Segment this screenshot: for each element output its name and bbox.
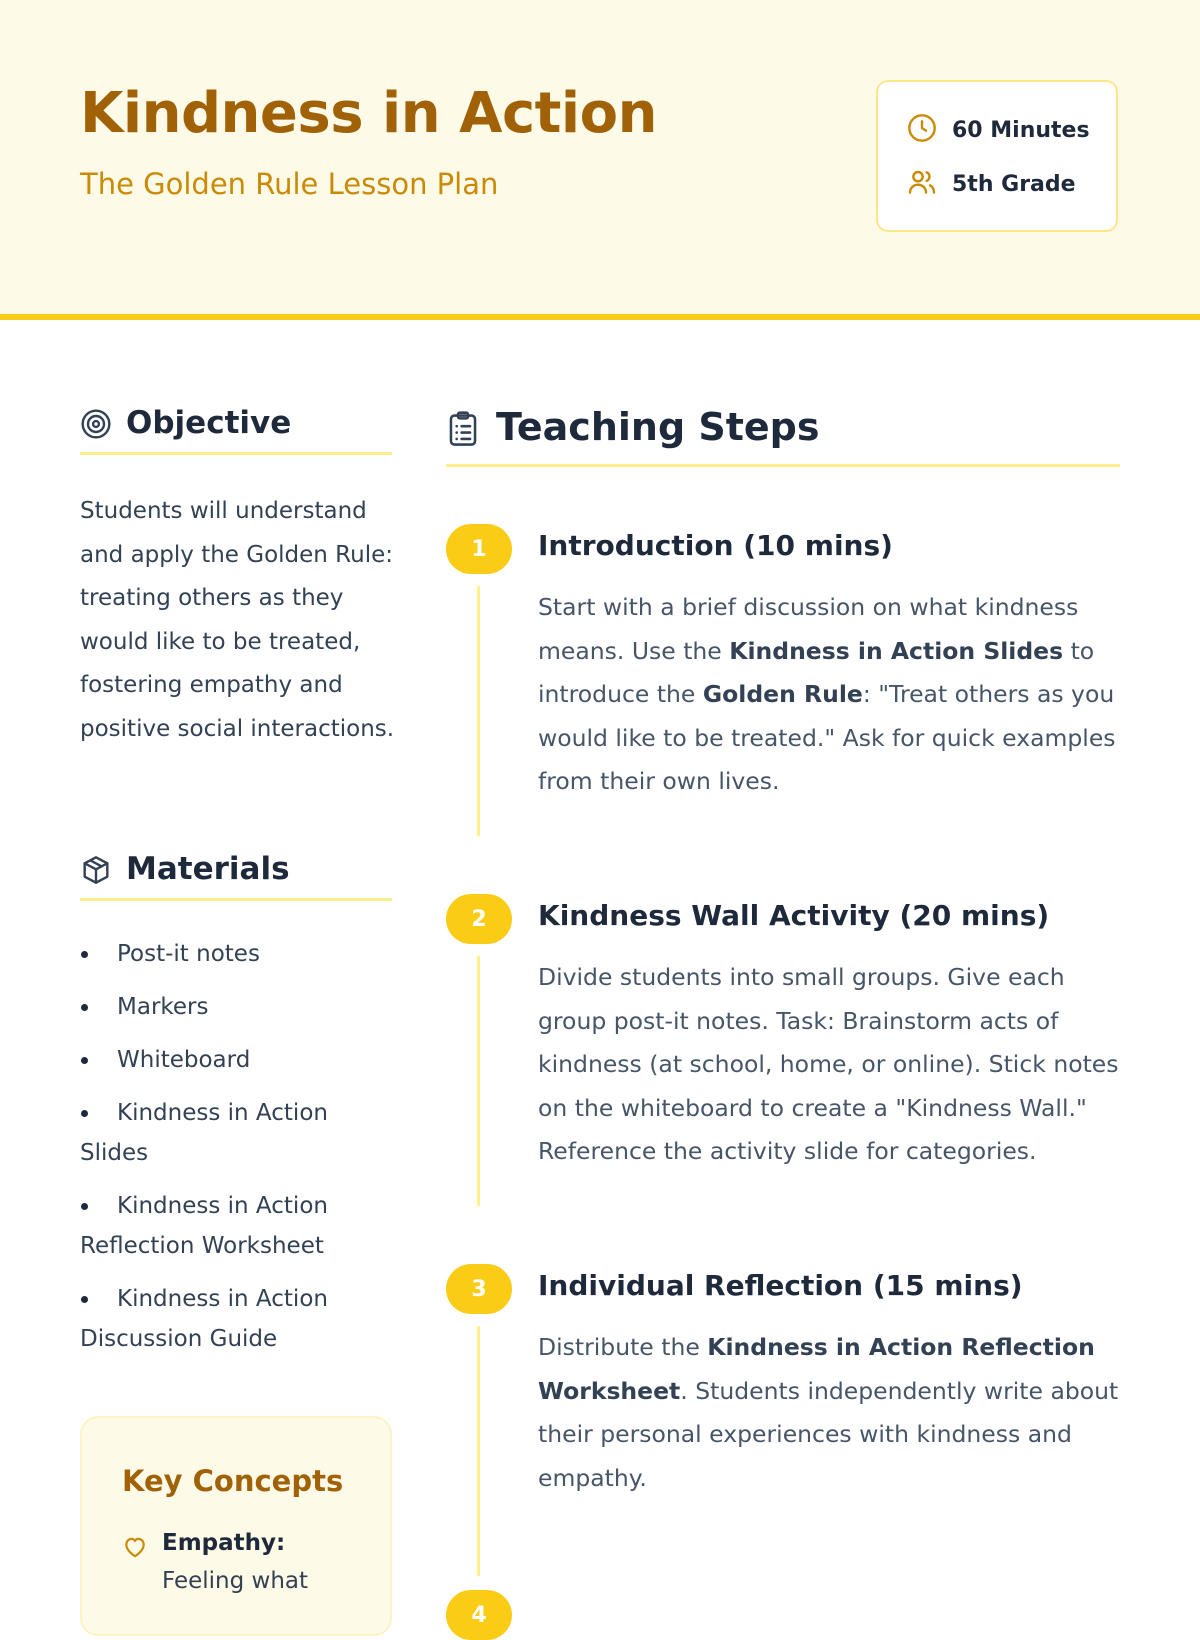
step-connector	[477, 956, 480, 1206]
key-concepts-card	[80, 1416, 392, 1636]
step-title: Kindness Wall Activity (20 mins)	[538, 899, 1050, 932]
step-number-badge: 3	[446, 1264, 512, 1314]
clock-icon	[906, 112, 938, 148]
target-icon	[80, 404, 112, 444]
duration-row	[906, 112, 1090, 148]
concept-definition: Feeling what	[162, 1568, 309, 1594]
users-icon	[906, 166, 938, 202]
teaching-steps-heading-label: Teaching Steps	[496, 405, 820, 449]
lesson-meta-card	[876, 80, 1118, 232]
grade-row	[906, 166, 1076, 202]
step-connector	[477, 1326, 480, 1576]
key-concepts-title: Key Concepts	[122, 1464, 344, 1498]
step-description: Start with a brief discussion on what kindness means. Use the Kindness in Action Slides to introduce the Golden Rule: "Treat others as you would like to be treated." Ask for quick examples from their own lives.	[538, 593, 1116, 795]
page-subtitle: The Golden Rule Lesson Plan	[80, 167, 499, 201]
concept-term: Empathy:	[162, 1530, 286, 1556]
list-item: Kindness in Action Discussion Guide	[80, 1279, 396, 1359]
step-connector	[477, 586, 480, 836]
step-title: Individual Reflection (15 mins)	[538, 1269, 1023, 1302]
header	[0, 0, 1200, 314]
header-divider	[0, 314, 1200, 320]
objective-text: Students will understand and apply the Golden Rule: treating others as they would like to be treated, fostering empathy and positive social interactions.	[80, 498, 395, 742]
objective-heading	[80, 404, 392, 455]
step-number-badge: 1	[446, 524, 512, 574]
clipboard-icon	[446, 404, 480, 452]
list-item: Kindness in Action Reflection Worksheet	[80, 1186, 396, 1266]
grade-label: 5th Grade	[952, 171, 1076, 197]
materials-heading	[80, 850, 392, 901]
list-item: Kindness in Action Slides	[80, 1093, 396, 1173]
materials-list	[80, 934, 396, 1372]
step-description: Distribute the Kindness in Action Reflection Worksheet. Students independently write about their personal experiences with kindness and empathy.	[538, 1333, 1119, 1492]
box-icon	[80, 850, 112, 890]
objective-heading-label: Objective	[126, 405, 292, 441]
list-item: Whiteboard	[80, 1040, 396, 1080]
step-description: Divide students into small groups. Give each group post-it notes. Task: Brainstorm acts of kindness (at school, home, or online). Stick notes on the whiteboard to create a "Kindness Wall." Reference the activity slide for categories.	[538, 963, 1119, 1165]
page-title: Kindness in Action	[80, 81, 657, 146]
step-title: Introduction (10 mins)	[538, 529, 893, 562]
list-item: Post-it notes	[80, 934, 396, 974]
step-number-badge: 4	[446, 1590, 512, 1640]
list-item: Markers	[80, 987, 396, 1027]
duration-label: 60 Minutes	[952, 117, 1090, 143]
step-number-badge: 2	[446, 894, 512, 944]
materials-heading-label: Materials	[126, 851, 290, 887]
teaching-steps-heading	[446, 404, 1120, 467]
